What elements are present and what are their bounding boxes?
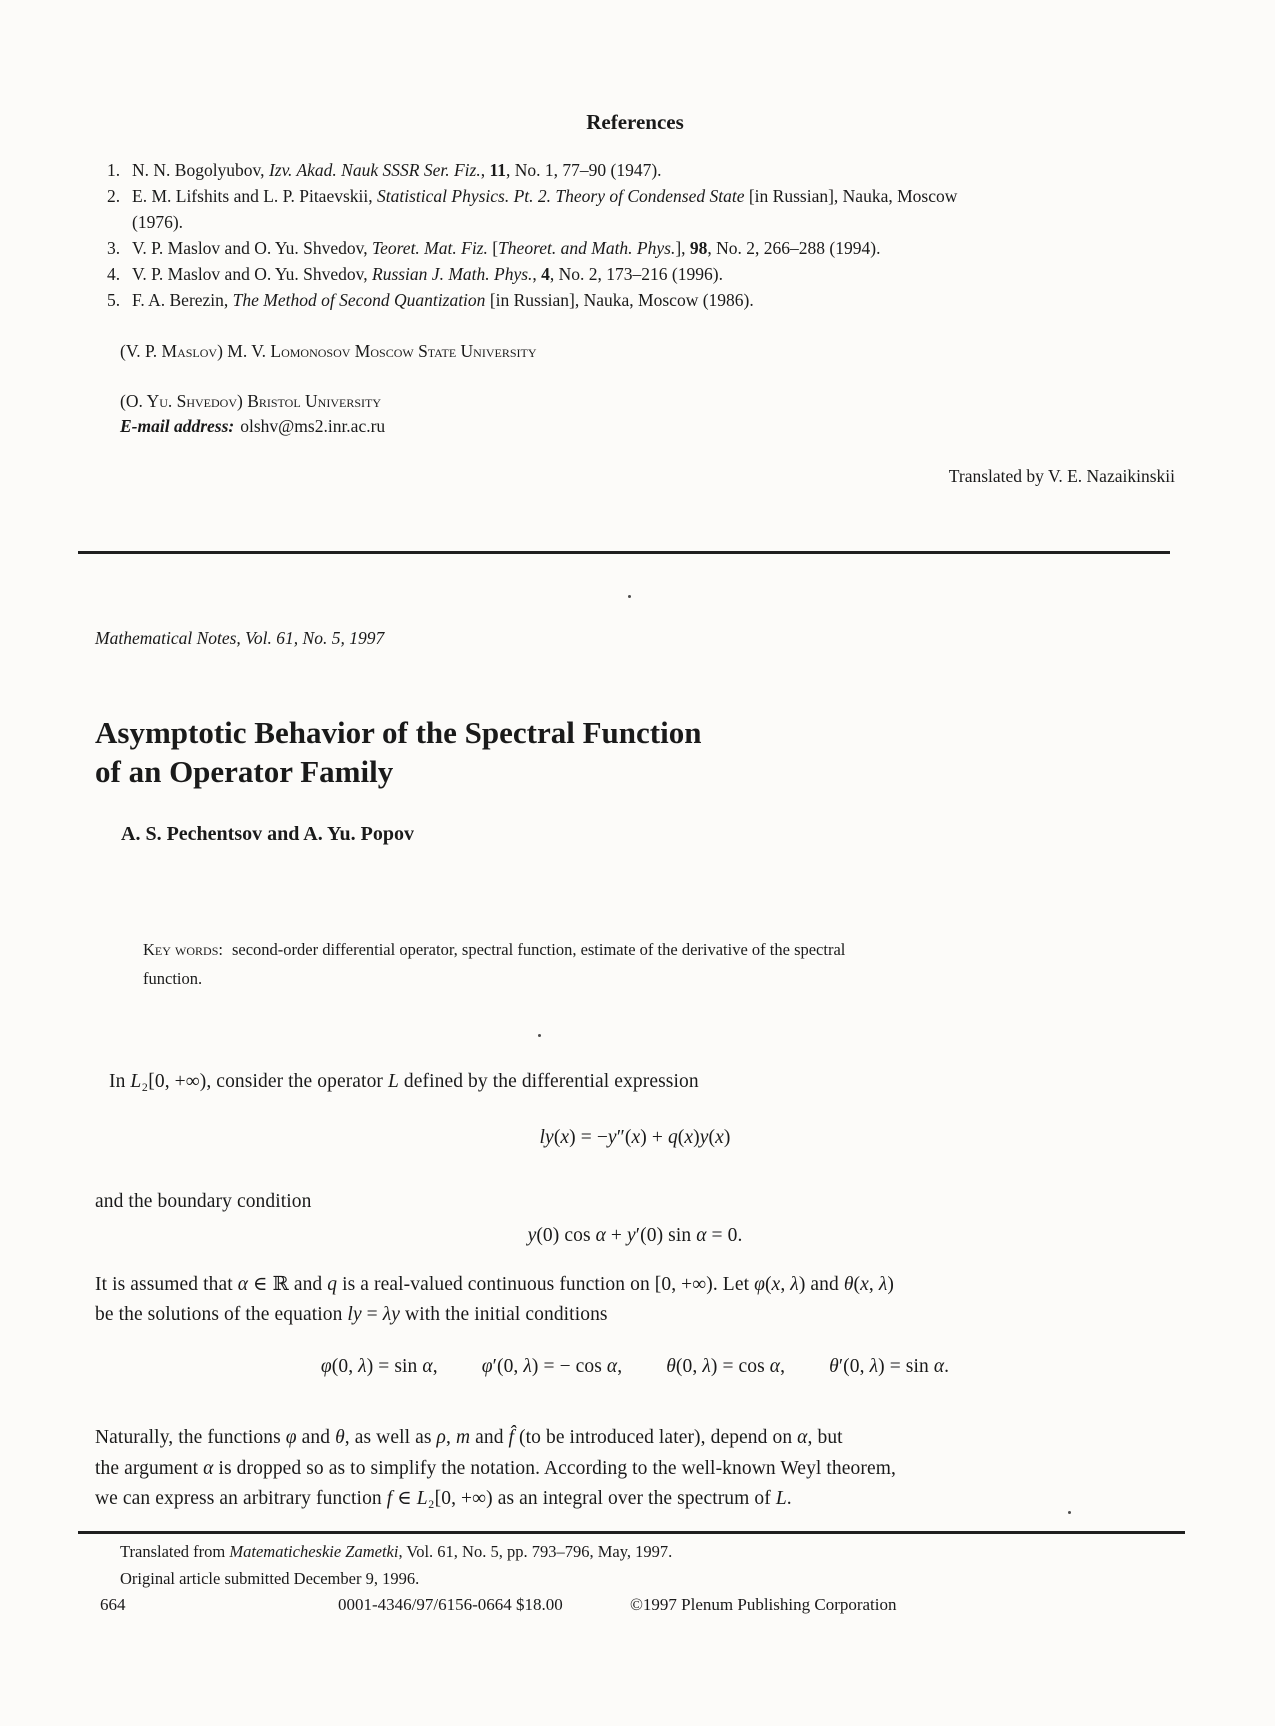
paragraph-boundary-condition: and the boundary condition	[95, 1191, 312, 1212]
email-label: E-mail address:	[120, 416, 235, 436]
reference-number: 4.	[107, 264, 121, 284]
keywords-line2: function.	[143, 969, 203, 988]
article-authors: A. S. Pechentsov and A. Yu. Popov	[121, 823, 415, 845]
paragraph-intro	[95, 1071, 1175, 1093]
body-line: It is assumed that α ∈ ℝ and q is a real-valued continuous function on [0, +∞). Let φ(x, λ) and θ(x, λ)	[95, 1274, 894, 1295]
equation-boundary-condition: y(0) cos α + y′(0) sin α = 0.	[527, 1225, 743, 1246]
equation-part: φ(0, λ) = sin α,	[320, 1356, 438, 1377]
body-line: the argument α is dropped so as to simplify the notation. According to the well-known Weyl theorem,	[95, 1457, 896, 1479]
keywords-label: Key words:	[143, 940, 223, 959]
reference-number: 3.	[107, 238, 121, 258]
equation-part: φ′(0, λ) = − cos α,	[481, 1356, 623, 1377]
article-title-line1: Asymptotic Behavior of the Spectral Function	[95, 715, 702, 750]
page-number: 664	[100, 1595, 126, 1614]
equation-part: θ(0, λ) = cos α,	[666, 1356, 786, 1377]
translator-credit: Translated by V. E. Nazaikinskii	[948, 466, 1175, 486]
reference-text: (1976).	[132, 212, 184, 232]
references-heading: References	[586, 110, 684, 134]
email-address: olshv@ms2.inr.ac.ru	[240, 416, 386, 436]
footnote-translated-from: Translated from Matematicheskie Zametki, Vol. 61, No. 5, pp. 793–796, May, 1997.	[120, 1542, 673, 1561]
reference-number: 1.	[107, 160, 121, 180]
body-line: be the solutions of the equation ly = λy with the initial conditions	[95, 1304, 608, 1325]
keywords-block	[143, 935, 1173, 993]
keywords-line1	[143, 935, 1173, 964]
body-line: we can express an arbitrary function f ∈ L₂[0, +∞) as an integral over the spectrum of L.	[95, 1488, 792, 1509]
paragraph-weyl-theorem	[95, 1423, 1180, 1515]
issn-price-code: 0001-4346/97/6156-0664 $18.00	[338, 1595, 563, 1614]
reference-text: E. M. Lifshits and L. P. Pitaevskii, Statistical Physics. Pt. 2. Theory of Condensed State [in Russian], Nauka, Moscow	[132, 186, 958, 206]
article-title-line2: of an Operator Family	[95, 754, 394, 789]
body-line: Naturally, the functions φ and θ, as well as ρ, m and f̂ (to be introduced later), depend on α, but	[95, 1427, 843, 1448]
reference-item	[95, 235, 1185, 261]
copyright-notice: ©1997 Plenum Publishing Corporation	[630, 1595, 897, 1614]
footnote-rule	[78, 1531, 1185, 1534]
reference-item	[95, 261, 1185, 287]
affiliation-maslov: (V. P. Maslov) M. V. Lomonosov Moscow State University	[120, 341, 537, 361]
scan-artifact-dot	[538, 1034, 541, 1037]
reference-text: V. P. Maslov and O. Yu. Shvedov, Russian J. Math. Phys., 4, No. 2, 173–216 (1996).	[132, 264, 723, 284]
reference-item	[95, 183, 1185, 209]
email-line	[120, 416, 385, 437]
article-title	[95, 713, 1095, 791]
journal-header: Mathematical Notes, Vol. 61, No. 5, 1997	[95, 628, 385, 648]
body-line: In L₂[0, +∞), consider the operator L defined by the differential expression	[109, 1071, 699, 1092]
equation-part: θ′(0, λ) = sin α.	[829, 1356, 950, 1377]
reference-text: V. P. Maslov and O. Yu. Shvedov, Teoret. Mat. Fiz. [Theoret. and Math. Phys.], 98, No. 2, 266–288 (1994).	[132, 238, 881, 258]
reference-number: 2.	[107, 186, 121, 206]
reference-item	[95, 287, 1185, 313]
equation-initial-conditions	[95, 1356, 1175, 1378]
scan-artifact-dot	[628, 595, 631, 598]
section-divider-rule	[78, 551, 1170, 554]
reference-number: 5.	[107, 290, 121, 310]
reference-text: N. N. Bogolyubov, Izv. Akad. Nauk SSSR Ser. Fiz., 11, No. 1, 77–90 (1947).	[132, 160, 662, 180]
equation-differential-expression: ly(x) = −y″(x) + q(x)y(x)	[539, 1127, 731, 1148]
keywords-text: second-order differential operator, spectral function, estimate of the derivative of the spectral	[231, 940, 846, 959]
paragraph-assumptions	[95, 1270, 1180, 1330]
reference-item	[95, 157, 1185, 183]
reference-item	[95, 209, 1185, 235]
affiliation-shvedov: (O. Yu. Shvedov) Bristol University	[120, 391, 382, 411]
footnote-submission-date: Original article submitted December 9, 1996.	[120, 1569, 420, 1588]
reference-text: F. A. Berezin, The Method of Second Quantization [in Russian], Nauka, Moscow (1986).	[132, 290, 754, 310]
references-list	[95, 157, 1185, 313]
